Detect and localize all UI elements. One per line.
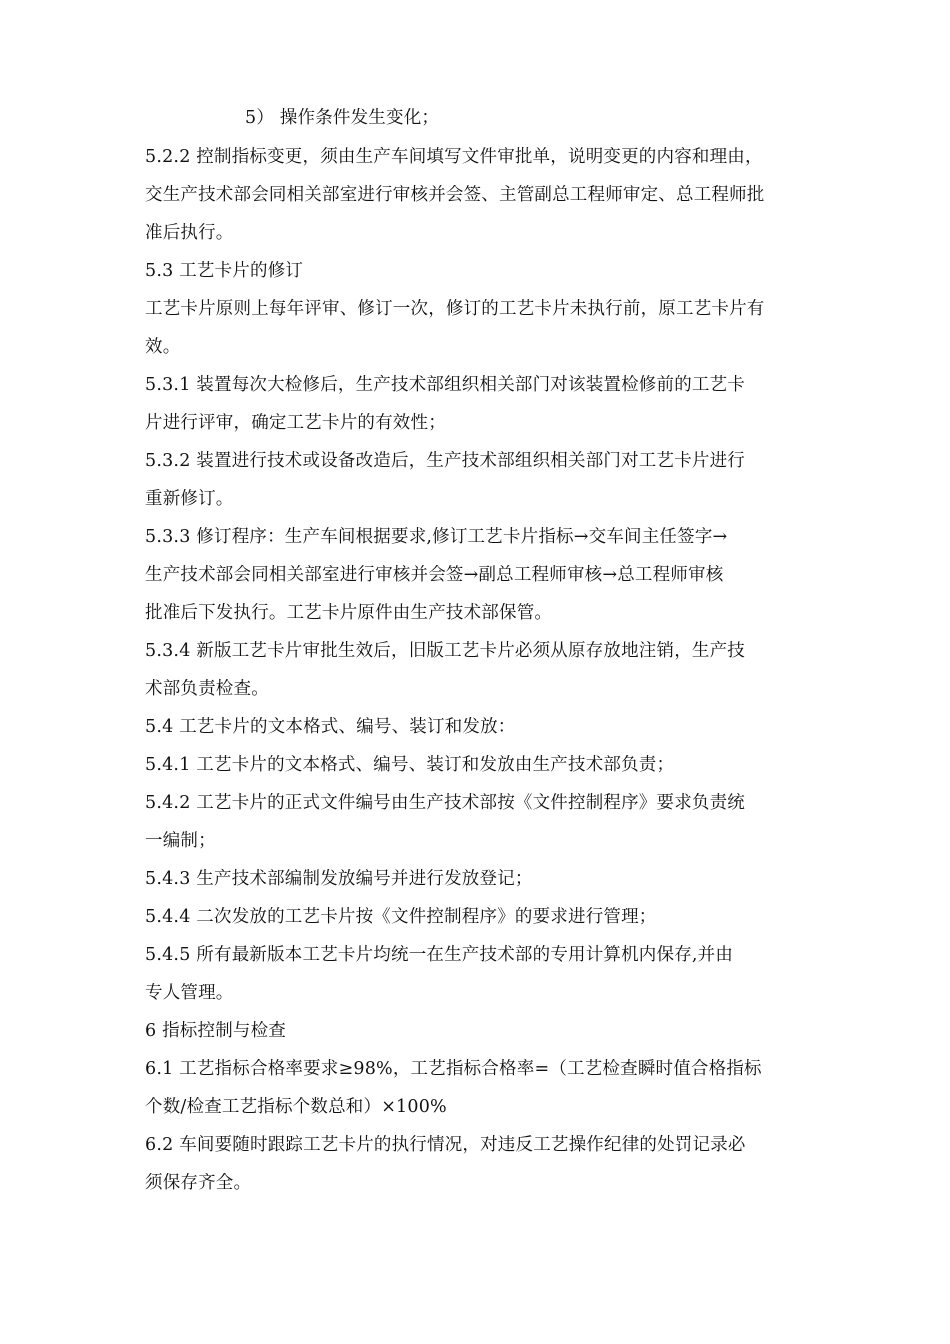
- clause-5-4-1: 5.4.1 工艺卡片的文本格式、编号、装订和发放由生产技术部负责；: [145, 755, 675, 775]
- clause-6-1-cont: 个数/检查工艺指标个数总和）×100%: [145, 1097, 447, 1117]
- clause-5-2-2: 5.2.2 控制指标变更，须由生产车间填写文件审批单，说明变更的内容和理由，: [145, 147, 763, 167]
- clause-5-4-4: 5.4.4 二次发放的工艺卡片按《文件控制程序》的要求进行管理；: [145, 907, 657, 927]
- clause-5-4-3: 5.4.3 生产技术部编制发放编号并进行发放登记；: [145, 869, 533, 889]
- clause-5-4-5: 5.4.5 所有最新版本工艺卡片均统一在生产技术部的专用计算机内保存,并由: [145, 945, 734, 965]
- clause-5-3-2: 5.3.2 装置进行技术或设备改造后，生产技术部组织相关部门对工艺卡片进行: [145, 451, 745, 471]
- clause-5-3-4: 5.3.4 新版工艺卡片审批生效后，旧版工艺卡片必须从原存放地注销，生产技: [145, 641, 745, 661]
- clause-6-2-cont: 须保存齐全。: [145, 1173, 252, 1193]
- clause-5-4-2-cont: 一编制；: [145, 831, 216, 851]
- clause-5-3-1-cont: 片进行评审，确定工艺卡片的有效性；: [145, 413, 446, 433]
- clause-5-2-2-cont-1: 交生产技术部会同相关部室进行审核并会签、主管副总工程师审定、总工程师批: [145, 185, 765, 205]
- clause-5-3-3-cont-2: 批准后下发执行。工艺卡片原件由生产技术部保管。: [145, 603, 553, 623]
- clause-6-2: 6.2 车间要随时跟踪工艺卡片的执行情况，对违反工艺操作纪律的处罚记录必: [145, 1135, 746, 1155]
- clause-5-3-4-cont: 术部负责检查。: [145, 679, 269, 699]
- clause-5-3-3: 5.3.3 修订程序：生产车间根据要求,修订工艺卡片指标→交车间主任签字→: [145, 527, 728, 547]
- clause-5-3-3-cont-1: 生产技术部会同相关部室进行审核并会签→副总工程师审核→总工程师审核: [145, 565, 724, 585]
- clause-5-2-2-cont-2: 准后执行。: [145, 223, 234, 243]
- section-5-3-paragraph-cont: 效。: [145, 337, 181, 357]
- clause-6-1: 6.1 工艺指标合格率要求≥98%，工艺指标合格率=（工艺检查瞬时值合格指标: [145, 1059, 762, 1079]
- clause-5-3-1: 5.3.1 装置每次大检修后，生产技术部组织相关部门对该装置检修前的工艺卡: [145, 375, 745, 395]
- list-item-5-operating-conditions: 5） 操作条件发生变化；: [245, 108, 440, 128]
- section-6-heading: 6 指标控制与检查: [145, 1021, 286, 1041]
- section-5-4-heading: 5.4 工艺卡片的文本格式、编号、装订和发放：: [145, 717, 516, 737]
- section-5-3-paragraph: 工艺卡片原则上每年评审、修订一次，修订的工艺卡片未执行前，原工艺卡片有: [145, 299, 765, 319]
- section-5-3-heading: 5.3 工艺卡片的修订: [145, 261, 304, 281]
- clause-5-4-2: 5.4.2 工艺卡片的正式文件编号由生产技术部按《文件控制程序》要求负责统: [145, 793, 745, 813]
- clause-5-3-2-cont: 重新修订。: [145, 489, 234, 509]
- clause-5-4-5-cont: 专人管理。: [145, 983, 234, 1003]
